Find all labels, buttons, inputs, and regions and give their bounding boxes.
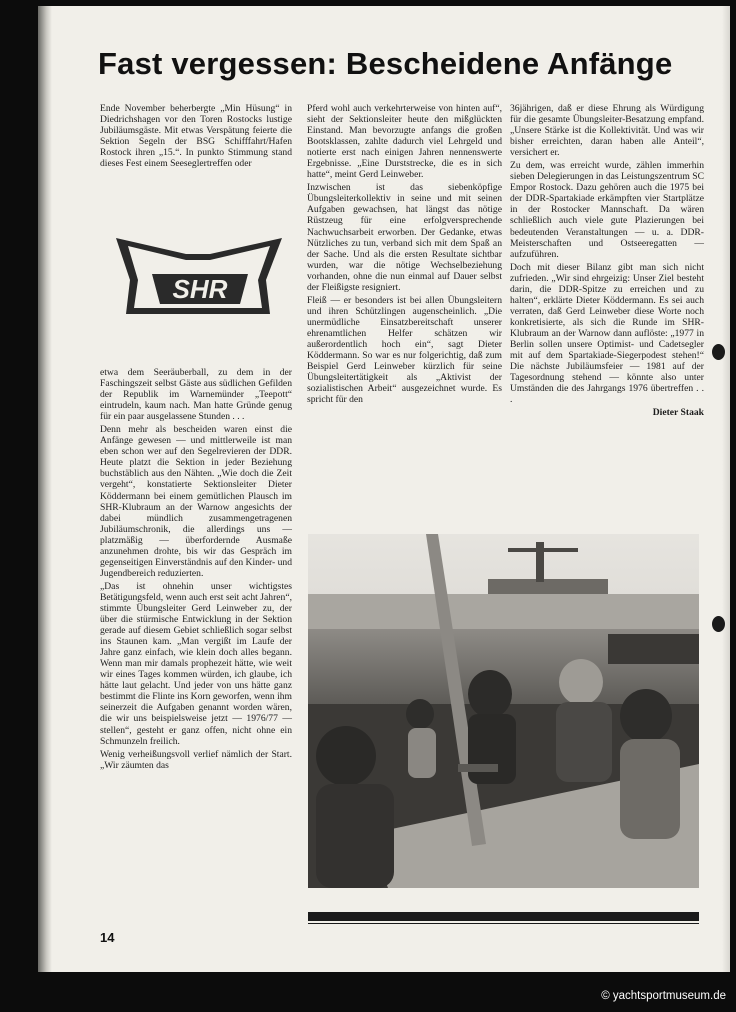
column-3 xyxy=(510,103,704,418)
decorative-rule xyxy=(308,912,699,921)
page-spine-shadow xyxy=(38,6,52,972)
article-title: Fast vergessen: Bescheidene Anfänge xyxy=(98,46,673,81)
page-edge-shadow xyxy=(722,6,730,972)
column-2 xyxy=(307,103,502,407)
magazine-page xyxy=(38,6,730,972)
paragraph: Fleiß — er besonders ist bei allen Übungsleitern und ihren Schützlingen augenscheinlich. „Die unermüdliche Einsatzbereitschaft unserer ehrenamtlichen Helfer schätzen wir außerordentlich hoch ein“, sagt Dieter Köddermann. So war es nur folgerichtig, daß zum Beispiel Gerd Leinweber kürzlich für seine Übungsleitertätigkeit als „Aktivist der sozialistischen Arbeit“ ausgezeichnet wurde. Es spricht für den xyxy=(307,294,502,406)
watermark-text: © yachtsportmuseum.de xyxy=(601,990,726,1002)
article-photo xyxy=(308,534,699,888)
shr-logo xyxy=(106,228,290,324)
page-number: 14 xyxy=(100,930,115,945)
paragraph: Ende November beherbergte „Min Hüsung“ in Diedrichshagen vor den Toren Rostocks lustige Jubiläumsgäste. Mit etwas Verspätung feierte die Sektion Segeln der BSG Schifffahrt/Hafen Rostock ihren „15.“. In punkto Stimmung stand dieses Fest einem Seeseglertreffen oder xyxy=(100,103,292,170)
paragraph: etwa dem Seeräuberball, zu dem in der Faschingszeit selbst Gäste aus südlichen Gefilden der Republik im Warnemünder „Teepott“ eintrudeln, kaum nach. Man hatte Gründe genug für ein paar ausgelassene Stunden . . . xyxy=(100,367,292,423)
logo-text: SHR xyxy=(172,274,228,304)
paragraph: Zu dem, was erreicht wurde, zählen immerhin sieben Delegierungen in das Leistungszentrum SC Empor Rostock. Dazu gehören auch die 1975 bei der DDR-Spartakiade erkämpften vier Startplätze in der Rostocker Mannschaft. Da wären schließlich auch viele gute Plazierungen bei bedeutenden Veranstaltungen — u. a. DDR-Meisterschaften und Ostseeregatten — aufzuführen. xyxy=(510,160,704,260)
decorative-rule-thin xyxy=(308,923,699,924)
paragraph: 36jährigen, daß er diese Ehrung als Würdigung für die gesamte Übungsleiter-Besatzung empfand. „Unsere Stärke ist die Kollektivität. Und was wir bisher erreichten, daran haben alle Anteil“, versichert er. xyxy=(510,103,704,159)
paragraph: Inzwischen ist das siebenköpfige Übungsleiterkollektiv in seine und mit seinen Aufgaben gewachsen, hat längst das nötige Rüstzeug für eine erfolgversprechende Nachwuchsarbeit erworben. Der Gedanke, etwas Nützliches zu tun, verband sich mit dem Spaß an der Sache. Und als die ersten Resultate sichtbar wurden, war die nötige Wechselbeziehung vorhanden, ohne die nun einmal auf Dauer selbst der Fleißigste resigniert. xyxy=(307,182,502,293)
author-signature: Dieter Staak xyxy=(652,407,704,419)
paragraph: Pferd wohl auch verkehrterweise von hinten auf“, sieht der Sektionsleiter heute den mißglückten Einstand. Man bevorzugte anfangs die großen Bootsklassen, zahlte dadurch viel Lehrgeld und notierte erst nach einigen Jahren nennenswerte Ergebnisse. „Eine Durststrecke, die es in sich hatte“, meint Gerd Leinweber. xyxy=(307,103,502,181)
paragraph: Wenig verheißungsvoll verlief nämlich der Start. „Wir zäumten das xyxy=(100,748,292,771)
paragraph: Doch mit dieser Bilanz gibt man sich nicht zufrieden. „Wir sind ehrgeizig: Unser Ziel besteht darin, die DDR-Spitze zu erreichen und zu halten“, erklärte Dieter Köddermann. Es sei auch verraten, daß Gerd Leinweber diese Worte noch konkretisierte, als sich die Runde im SHR-Klubraum an der Warnow dann auflöste: „1977 in Berlin sollen unsere Optimist- und Cadetsegler mit auf dem Spartakiade-Siegerpodest stehen!“ Die nächste Jubiläumsfeier — 1981 auf der Tagesordnung stehend — könnte also unter Umständen die des Jahrgangs 1976 übertreffen . . . xyxy=(510,261,704,406)
binder-hole xyxy=(712,344,725,360)
column-1 xyxy=(100,367,292,773)
paragraph: „Das ist ohnehin unser wichtigstes Betätigungsfeld, wenn auch erst seit acht Jahren“, stimmte Übungsleiter Gerd Leinweber zu, der über die stürmische Entwicklung in der Sektion gerade auf diesem Gebiet schließlich sogar selbst ins Staunen kam. „Man vergißt im Laufe der Jahre ganz einfach, wie klein doch alles begann. Wenn man mir damals prophezeit hätte, wie weit wir eines Tages kommen würden, ich glaube, ich hätte laut gelacht. Und jeder von uns hätte ganz bestimmt die Flinte ins Korn geworfen, wenn ihm seinerzeit die Aufgaben genannt worden wären, die wir uns beispielsweise jetzt — 1976/77 — stellen“, gesteht er ganz offen, nicht ohne ein Schmunzeln freilich. xyxy=(100,580,292,747)
paragraph: Denn mehr als bescheiden waren einst die Anfänge gewesen — und mittlerweile ist man eben schon wer auf den Segelrevieren der DDR. Heute platzt die Sektion in jeder Beziehung buchstäblich aus den Nähten. „Wie doch die Zeit vergeht“, konstatierte Sektionsleiter Dieter Köddermann bei einem gemütlichen Plausch im SHR-Klubraum an der Warnow angesichts der dabei mündlich zusammengetragenen Jubiläumschronik, die allerdings uns — platzmäßig — überfordernde Ausmaße anzunehmen drohte, bis wir das Gespräch im gegenseitigen Einverständnis auf den Kinder- und Jugendbereich reduzierten. xyxy=(100,424,292,579)
binder-hole xyxy=(712,616,725,632)
column-1-intro xyxy=(100,103,292,171)
